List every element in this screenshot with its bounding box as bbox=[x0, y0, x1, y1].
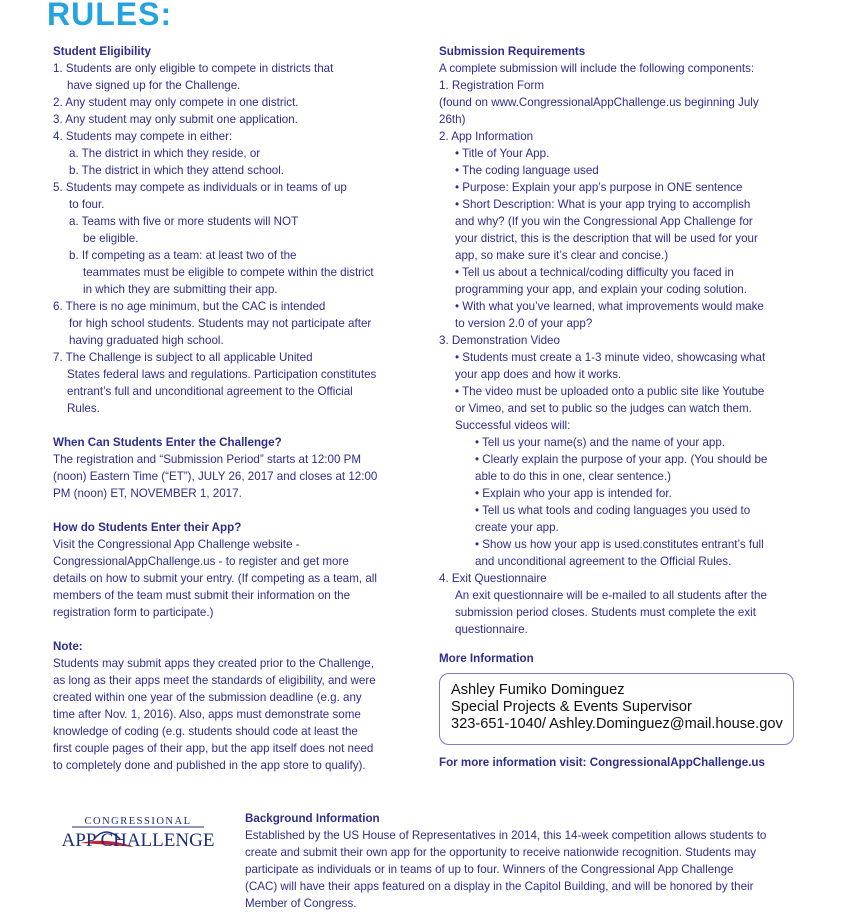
eligibility-line: entrant’s full and unconditional agreement to the Official bbox=[67, 385, 353, 398]
how-title: How do Students Enter their App? bbox=[53, 521, 242, 534]
background-line: participate as individuals or in teams of up to four. Winners of the Congressional App Challenge bbox=[245, 863, 734, 876]
registration-item: 1. Registration Form bbox=[439, 79, 545, 92]
cac-logo bbox=[56, 813, 220, 853]
eligibility-line: to four. bbox=[69, 198, 105, 211]
when-title: When Can Students Enter the Challenge? bbox=[53, 436, 282, 449]
contact-box bbox=[439, 673, 794, 745]
eligibility-line: be eligible. bbox=[83, 232, 139, 245]
eligibility-line: 2. Any student may only compete in one district. bbox=[53, 96, 299, 109]
sub-bullet-line: • Tell us what tools and coding languages you used to bbox=[475, 504, 751, 517]
eligibility-line: b. If competing as a team: at least two of the bbox=[69, 249, 297, 262]
eligibility-line: 3. Any student may only submit one application. bbox=[53, 113, 298, 126]
bullet-line: your district, this is the description that will be used for your bbox=[455, 232, 758, 245]
exit-questionnaire-item: 4. Exit Questionnaire bbox=[439, 572, 547, 585]
background-line: Member of Congress. bbox=[245, 897, 357, 910]
exit-line: questionnaire. bbox=[455, 623, 528, 636]
exit-line: submission period closes. Students must complete the exit bbox=[455, 606, 756, 619]
how-line: details on how to submit your entry. (If competing as a team, all bbox=[53, 572, 377, 585]
when-line: The registration and “Submission Period” starts at 12:00 PM bbox=[53, 453, 362, 466]
bullet-line: • Tell us about a technical/coding difficulty you faced in bbox=[455, 266, 734, 279]
note-title: Note: bbox=[53, 640, 83, 653]
eligibility-line: 4. Students may compete in either: bbox=[53, 130, 233, 143]
how-line: registration form to participate.) bbox=[53, 606, 214, 619]
how-line: Visit the Congressional App Challenge website - bbox=[53, 538, 300, 551]
more-info-title: More Information bbox=[439, 652, 534, 665]
eligibility-line: 6. There is no age minimum, but the CAC is intended bbox=[53, 300, 326, 313]
eligibility-line: 1. Students are only eligible to compete in districts that bbox=[53, 62, 334, 75]
registration-line: 26th) bbox=[439, 113, 466, 126]
bullet-line: or Vimeo, and set to public so the judges can watch them. bbox=[455, 402, 752, 415]
eligibility-line: 5. Students may compete as individuals or in teams of up bbox=[53, 181, 347, 194]
eligibility-line: a. Teams with five or more students will NOT bbox=[69, 215, 299, 228]
video-bullets bbox=[439, 434, 805, 570]
eligibility-line: b. The district in which they attend school. bbox=[69, 164, 285, 177]
right-column bbox=[439, 43, 805, 638]
eligibility-line: in which they are submitting their app. bbox=[83, 283, 278, 296]
bullet-line: and why? (If you win the Congressional App Challenge for bbox=[455, 215, 753, 228]
eligibility-line: teammates must be eligible to compete within the district bbox=[83, 266, 374, 279]
note-line: time after Nov. 1, 2016). Also, apps must demonstrate some bbox=[53, 708, 361, 721]
contact-role: Special Projects & Events Supervisor bbox=[451, 699, 692, 715]
sub-bullet-line: • Tell us your name(s) and the name of your app. bbox=[475, 436, 726, 449]
bullet-line: • Title of Your App. bbox=[455, 147, 550, 160]
bullet-line: • The coding language used bbox=[455, 164, 599, 177]
note-line: to completely done and published in the app store to qualify). bbox=[53, 759, 366, 772]
bullet-line: • Students must create a 1-3 minute video, showcasing what bbox=[455, 351, 766, 364]
bullet-line: • The video must be uploaded onto a public site like Youtube bbox=[455, 385, 765, 398]
background-line: create and submit their own app for the opportunity to receive nationwide recognition. Students may bbox=[245, 846, 757, 859]
eligibility-line: Rules. bbox=[67, 402, 100, 415]
sub-bullet-line: and unconditional agreement to the Official Rules. bbox=[475, 555, 732, 568]
bullet-line: • Short Description: What is your app trying to accomplish bbox=[455, 198, 751, 211]
note-line: knowledge of coding (e.g. students should code at least the bbox=[53, 725, 358, 738]
bullet-line: • Purpose: Explain your app’s purpose in ONE sentence bbox=[455, 181, 743, 194]
eligibility-line: 7. The Challenge is subject to all applicable United bbox=[53, 351, 313, 364]
contact-name: Ashley Fumiko Dominguez bbox=[451, 682, 625, 698]
note-line: Students may submit apps they created prior to the Challenge, bbox=[53, 657, 374, 670]
app-info-bullets bbox=[439, 145, 805, 332]
note-line: as long as their apps meet the standards of eligibility, and were bbox=[53, 674, 376, 687]
bullet-line: programming your app, and explain your coding solution. bbox=[455, 283, 747, 296]
page-title: RULES: bbox=[47, 0, 173, 32]
sub-bullet-line: • Clearly explain the purpose of your app. (You should be bbox=[475, 453, 768, 466]
eligibility-line: for high school students. Students may not participate after bbox=[69, 317, 372, 330]
eligibility-line: a. The district in which they reside, or bbox=[69, 147, 261, 160]
eligibility-list bbox=[53, 60, 409, 417]
when-line: PM (noon) ET, NOVEMBER 1, 2017. bbox=[53, 487, 242, 500]
when-line: (noon) Eastern Time (“ET”), JULY 26, 2017 and closes at 12:00 bbox=[53, 470, 378, 483]
sub-bullet-line: • Show us how your app is used.constitutes entrant’s full bbox=[475, 538, 764, 551]
background-title: Background Information bbox=[245, 812, 380, 825]
sub-bullet-line: create your app. bbox=[475, 521, 559, 534]
exit-line: An exit questionnaire will be e-mailed to all students after the bbox=[455, 589, 767, 602]
submission-title: Submission Requirements bbox=[439, 45, 586, 58]
sub-bullet-line: able to do this in one, clear sentence.) bbox=[475, 470, 671, 483]
background-line: Established by the US House of Representatives in 2014, this 14-week competition allows students to bbox=[245, 829, 767, 842]
eligibility-line: having graduated high school. bbox=[69, 334, 224, 347]
eligibility-line: have signed up for the Challenge. bbox=[67, 79, 241, 92]
left-column bbox=[53, 43, 409, 774]
background-info bbox=[245, 810, 810, 912]
bullet-line: • With what you’ve learned, what improvements would make bbox=[455, 300, 764, 313]
bullet-line: your app does and how it works. bbox=[455, 368, 622, 381]
bullet-line: to version 2.0 of your app? bbox=[455, 317, 593, 330]
demo-bullets bbox=[439, 349, 805, 434]
how-line: CongressionalAppChallenge.us - to register and get more bbox=[53, 555, 349, 568]
bullet-line: app, so make sure it’s clear and concise.) bbox=[455, 249, 669, 262]
submission-intro: A complete submission will include the following components: bbox=[439, 62, 755, 75]
eligibility-title: Student Eligibility bbox=[53, 45, 151, 58]
eligibility-line: States federal laws and regulations. Participation constitutes bbox=[67, 368, 377, 381]
logo-top-text: CONGRESSIONAL bbox=[84, 816, 192, 827]
note-line: created within one year of the submission deadline (e.g. any bbox=[53, 691, 362, 704]
background-line: (CAC) will have their apps featured on a display in the Capitol Building, and will be honored by their bbox=[245, 880, 754, 893]
app-info-item: 2. App Information bbox=[439, 130, 534, 143]
how-line: members of the team must submit their information on the bbox=[53, 589, 351, 602]
contact-phone-email[interactable]: 323-651-1040/ Ashley.Dominguez@mail.house.gov bbox=[451, 716, 783, 732]
bullet-line: Successful videos will: bbox=[455, 419, 571, 432]
sub-bullet-line: • Explain who your app is intended for. bbox=[475, 487, 672, 500]
note-line: first couple pages of their app, but the app itself does not need bbox=[53, 742, 374, 755]
demo-video-item: 3. Demonstration Video bbox=[439, 334, 560, 347]
visit-website-line[interactable]: For more information visit: CongressionalAppChallenge.us bbox=[439, 756, 765, 769]
registration-line: (found on www.CongressionalAppChallenge.us beginning July bbox=[439, 96, 759, 109]
logo-main-text: APP CHALLENGE bbox=[61, 830, 215, 851]
